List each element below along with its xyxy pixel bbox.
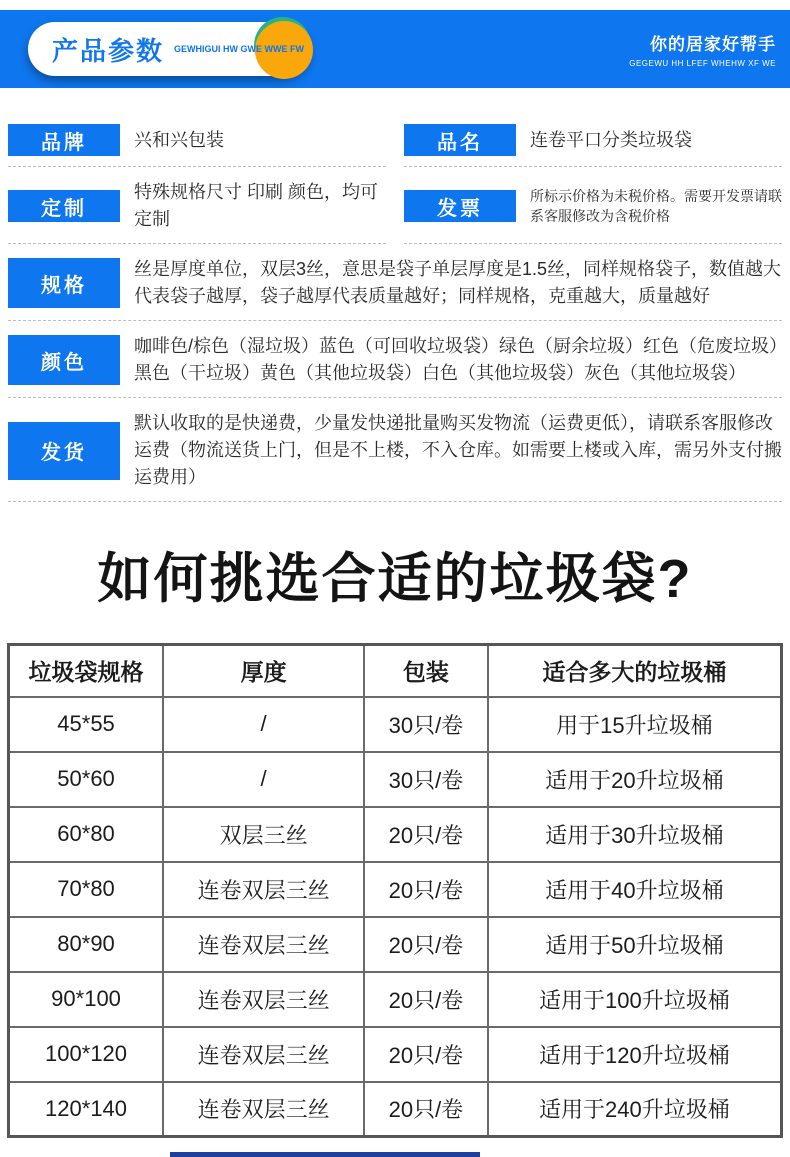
cell-fit: 适用于30升垃圾桶 <box>488 807 782 862</box>
param-full-rows <box>8 256 782 502</box>
cell-thickness: 连卷双层三丝 <box>163 972 364 1027</box>
table-row <box>9 752 782 807</box>
cell-thickness: 连卷双层三丝 <box>163 1082 364 1137</box>
table-row <box>9 1082 782 1137</box>
param-label-badge: 定制 <box>8 190 120 222</box>
cell-pack: 20只/卷 <box>364 1027 488 1082</box>
param-value: 默认收取的是快递费，少量发快递批量购买发物流（运费更低），请联系客服修改运费（物流送货上门，但是不上楼，不入仓库。如需要上楼或入库，需另外支付搬运费用） <box>134 413 782 487</box>
cell-pack: 20只/卷 <box>364 807 488 862</box>
cell-fit: 适用于40升垃圾桶 <box>488 862 782 917</box>
param-row <box>8 124 386 167</box>
cell-fit: 适用于120升垃圾桶 <box>488 1027 782 1082</box>
param-label-badge: 规格 <box>8 258 120 308</box>
param-label-badge: 品牌 <box>8 124 120 156</box>
tagline-subtext: GEGEWU HH LFEF WHEHW XF WE <box>629 59 776 68</box>
page-title: 产品参数 <box>52 35 165 66</box>
param-label-badge: 颜色 <box>8 335 120 385</box>
cell-pack: 20只/卷 <box>364 972 488 1027</box>
cell-size: 120*140 <box>9 1082 164 1137</box>
cell-size: 60*80 <box>9 807 164 862</box>
header-tagline-block <box>629 30 776 68</box>
param-row <box>8 333 782 398</box>
header-cell-size: 垃圾袋规格 <box>9 645 164 697</box>
tagline-text: 你的居家好帮手 <box>650 35 776 54</box>
table-body <box>9 697 782 1137</box>
section-title: 如何挑选合适的垃圾袋? <box>97 549 693 609</box>
header-cell-pack: 包装 <box>364 645 488 697</box>
cell-thickness: / <box>163 752 364 807</box>
cell-size: 50*60 <box>9 752 164 807</box>
table-row <box>9 862 782 917</box>
cell-pack: 30只/卷 <box>364 752 488 807</box>
header-cell-fit: 适合多大的垃圾桶 <box>488 645 782 697</box>
param-value: 咖啡色/棕色（湿垃圾）蓝色（可回收垃圾袋）绿色（厨余垃圾）红色（危废垃圾）黑色（干垃圾）黄色（其他垃圾袋）白色（其他垃圾袋）灰色（其他垃圾袋） <box>134 336 778 383</box>
table-header-row <box>9 645 782 697</box>
param-pair-grid <box>8 124 782 256</box>
table-row <box>9 807 782 862</box>
cell-thickness: 连卷双层三丝 <box>163 862 364 917</box>
cell-size: 70*80 <box>9 862 164 917</box>
cell-size: 45*55 <box>9 697 164 752</box>
cell-pack: 20只/卷 <box>364 862 488 917</box>
param-label-badge: 发票 <box>404 190 516 222</box>
param-row <box>8 179 386 244</box>
table-row <box>9 972 782 1027</box>
table-row <box>9 917 782 972</box>
param-row <box>8 410 782 502</box>
page-title-latin: GEWHIGUI HW GWE WWE FW <box>174 44 304 54</box>
param-value: 特殊规格尺寸 印刷 颜色，均可定制 <box>134 182 379 229</box>
cell-thickness: / <box>163 697 364 752</box>
cell-size: 80*90 <box>9 917 164 972</box>
spec-table <box>7 643 783 1138</box>
param-value: 所标示价格为未税价格。需要开发票请联系客服修改为含税价格 <box>530 188 782 224</box>
param-row <box>8 256 782 321</box>
cell-pack: 20只/卷 <box>364 1082 488 1137</box>
cell-pack: 30只/卷 <box>364 697 488 752</box>
cell-fit: 适用于240升垃圾桶 <box>488 1082 782 1137</box>
cell-fit: 用于15升垃圾桶 <box>488 697 782 752</box>
next-section-edge <box>170 1152 480 1157</box>
param-label-badge: 品名 <box>404 124 516 156</box>
product-params-pill <box>28 22 310 76</box>
param-value: 丝是厚度单位，双层3丝，意思是袋子单层厚度是1.5丝，同样规格袋子，数值越大代表袋子越厚，袋子越厚代表质量越好；同样规格，克重越大，质量越好 <box>134 259 782 306</box>
cell-size: 100*120 <box>9 1027 164 1082</box>
cell-fit: 适用于20升垃圾桶 <box>488 752 782 807</box>
header-bar <box>0 10 790 88</box>
cell-thickness: 双层三丝 <box>163 807 364 862</box>
cell-fit: 适用于50升垃圾桶 <box>488 917 782 972</box>
cell-size: 90*100 <box>9 972 164 1027</box>
cell-pack: 20只/卷 <box>364 917 488 972</box>
cell-fit: 适用于100升垃圾桶 <box>488 972 782 1027</box>
param-row <box>404 124 782 167</box>
param-row <box>404 179 782 244</box>
cell-thickness: 连卷双层三丝 <box>163 1027 364 1082</box>
product-params-section <box>0 88 790 502</box>
param-value: 连卷平口分类垃圾袋 <box>530 129 692 150</box>
cell-thickness: 连卷双层三丝 <box>163 917 364 972</box>
header-cell-thickness: 厚度 <box>163 645 364 697</box>
param-value: 兴和兴包装 <box>134 129 224 150</box>
table-row <box>9 697 782 752</box>
table-row <box>9 1027 782 1082</box>
param-label-badge: 发货 <box>8 422 120 480</box>
product-detail-page <box>0 10 790 1123</box>
